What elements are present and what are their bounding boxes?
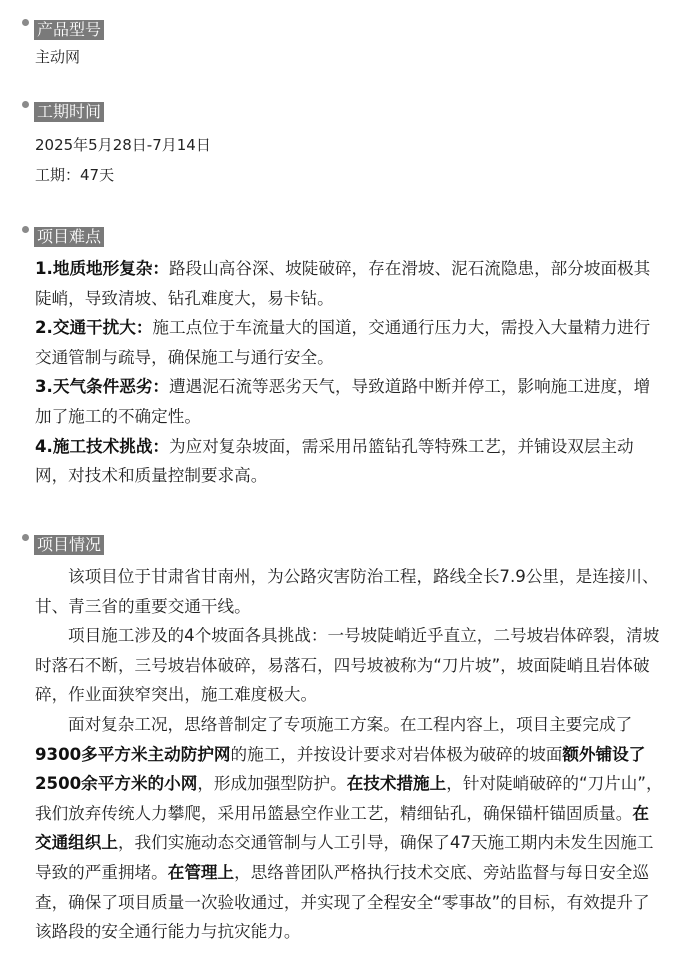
difficulty-label-3: 3.天气条件恶劣：	[35, 377, 170, 397]
p3-bold-1: 9300多平方米主动防护网	[35, 744, 231, 764]
period-dates: 2025年5月28日-7月14日	[35, 136, 211, 154]
difficulty-text-2: 施工点位于车流量大的国道，交通通行压力大，需投入大量精力进行交通管制与疏导，确保施工与通行安全。	[35, 318, 651, 367]
section-bullet-period	[22, 101, 29, 108]
situation-paragraph-1: 该项目位于甘肃省甘南州，为公路灾害防治工程，路线全长7.9公里，是连接川、甘、青三省的重要交通干线。	[35, 567, 659, 616]
difficulty-text-3: 遭遇泥石流等恶劣天气，导致道路中断并停工，影响施工进度，增加了施工的不确定性。	[35, 377, 651, 426]
difficulty-item-1	[35, 254, 663, 313]
p3-text-2: 的施工，并按设计要求对岩体极为破碎的坡面	[230, 744, 563, 764]
situation-body	[35, 562, 663, 947]
difficulty-item-4	[35, 432, 663, 491]
section-bullet-model	[22, 19, 29, 26]
section-bullet-situation	[22, 534, 29, 541]
situation-paragraph-3	[35, 710, 663, 947]
p3-text-5: ，我们实施动态交通管制与人工引导，确保了47天施工期内未发生因施工导致的严重拥堵。	[35, 833, 654, 882]
p3-text-1: 面对复杂工况，思络普制定了专项施工方案。在工程内容上，项目主要完成了	[68, 714, 633, 734]
p3-text-4: ，针对陡峭破碎的“刀片山”，我们放弃传统人力攀爬，采用吊篮悬空作业工艺，精细钻孔，确保锚杆锚固质量。	[35, 774, 663, 823]
difficulty-label-2: 2.交通干扰大：	[35, 318, 153, 338]
difficulty-text-1: 路段山高谷深、坡陡破碎，存在滑坡、泥石流隐患，部分坡面极其陡峭，导致清坡、钻孔难度大，易卡钻。	[35, 259, 651, 308]
difficulties-list	[35, 254, 663, 491]
p3-bold-4: 在交通组织上	[35, 803, 649, 853]
section-heading-period: 工期时间	[34, 102, 104, 122]
p3-text-6: ，思络普团队严格执行技术交底、旁站监督与每日安全巡查，确保了项目质量一次验收通过，并实现了全程安全“零事故”的目标，有效提升了该路段的安全通行能力与抗灾能力。	[35, 862, 650, 942]
difficulty-item-3	[35, 372, 663, 431]
section-heading-difficulties: 项目难点	[34, 227, 104, 247]
situation-paragraph-2: 项目施工涉及的4个坡面各具挑战：一号坡陡峭近乎直立，二号坡岩体碎裂，清坡时落石不断，三号坡岩体破碎，易落石，四号坡被称为“刀片坡”，坡面陡峭且岩体破碎，作业面狭窄突出，施工难度极大。	[35, 626, 660, 705]
section-heading-model: 产品型号	[34, 20, 104, 40]
p3-bold-2: 额外铺设了2500余平方米的小网	[35, 744, 646, 794]
model-value: 主动网	[35, 48, 81, 66]
section-bullet-difficulties	[22, 226, 29, 233]
difficulty-label-1: 1.地质地形复杂：	[35, 259, 170, 278]
p3-bold-5: 在管理上	[167, 862, 235, 882]
period-duration: 工期：47天	[35, 166, 115, 184]
difficulty-text-4: 为应对复杂坡面，需采用吊篮钻孔等特殊工艺，并铺设双层主动网，对技术和质量控制要求高。	[35, 436, 634, 486]
p3-text-3: ，形成加强型防护。	[197, 774, 347, 794]
difficulty-item-2	[35, 313, 663, 372]
difficulty-label-4: 4.施工技术挑战：	[35, 436, 170, 456]
section-heading-situation: 项目情况	[34, 535, 104, 555]
p3-bold-3: 在技术措施上	[346, 774, 447, 794]
